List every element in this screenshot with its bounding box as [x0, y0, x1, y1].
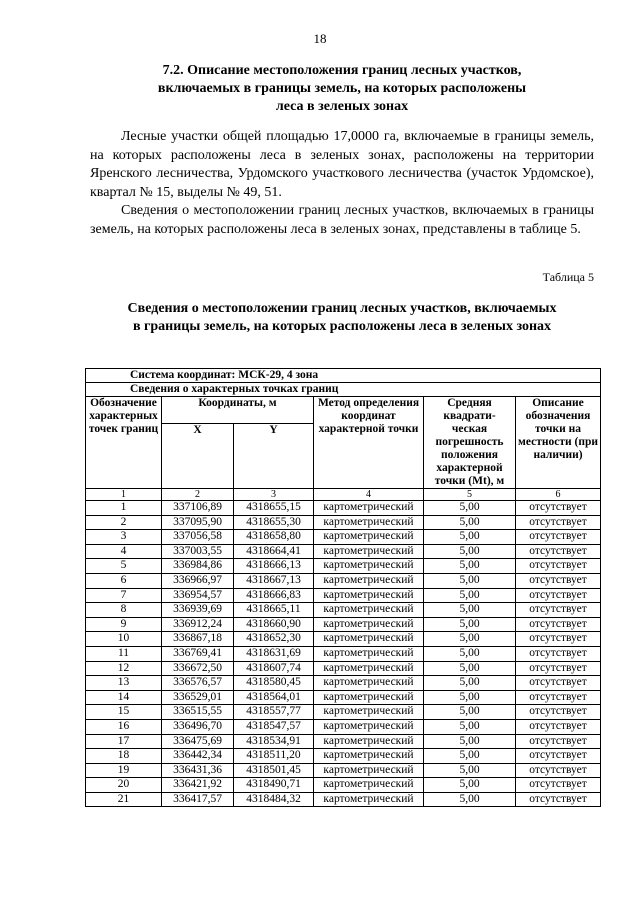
y-coordinate-cell: 4318631,69 — [234, 646, 314, 661]
x-coordinate-cell: 336529,01 — [162, 690, 234, 705]
table-row — [86, 778, 601, 793]
error-cell: 5,00 — [424, 588, 516, 603]
body-text — [90, 128, 594, 239]
x-coordinate-cell: 336515,55 — [162, 705, 234, 720]
description-cell: отсутствует — [516, 646, 601, 661]
y-coordinate-cell: 4318652,30 — [234, 632, 314, 647]
method-cell: картометрический — [314, 661, 424, 676]
error-cell: 5,00 — [424, 544, 516, 559]
table-row — [86, 763, 601, 778]
y-coordinate-cell: 4318607,74 — [234, 661, 314, 676]
error-cell: 5,00 — [424, 661, 516, 676]
paragraph-table-reference: Сведения о местоположении границ лесных участков, включаемых в границы земель, на которых расположены леса в зеленых зонах, представлены в таблице 5. — [90, 203, 594, 237]
paragraph-area-description: Лесные участки общей площадью 17,0000 га, включаемые в границы земель, на которых расположены леса в зеленых зонах, расположены на территории Яренского лесничества, Урдомского участкового лесничества (участок Урдомское), квартал № 15, выделы № 49, 51. — [90, 129, 594, 200]
header-error: Средняя квадрати- ческая погрешность положения характерной точки (Mt), м — [424, 397, 516, 489]
error-cell: 5,00 — [424, 690, 516, 705]
x-coordinate-cell: 336417,57 — [162, 792, 234, 807]
x-coordinate-cell: 336496,70 — [162, 719, 234, 734]
column-index: 5 — [424, 489, 516, 501]
y-coordinate-cell: 4318664,41 — [234, 544, 314, 559]
method-cell: картометрический — [314, 603, 424, 618]
description-cell: отсутствует — [516, 515, 601, 530]
error-cell: 5,00 — [424, 749, 516, 764]
error-cell: 5,00 — [424, 792, 516, 807]
x-coordinate-cell: 336576,57 — [162, 676, 234, 691]
y-coordinate-cell: 4318490,71 — [234, 778, 314, 793]
point-number-cell: 17 — [86, 734, 162, 749]
table-row — [86, 719, 601, 734]
error-cell: 5,00 — [424, 705, 516, 720]
point-number-cell: 8 — [86, 603, 162, 618]
point-number-cell: 1 — [86, 501, 162, 516]
y-coordinate-cell: 4318666,83 — [234, 588, 314, 603]
error-cell: 5,00 — [424, 501, 516, 516]
method-cell: картометрический — [314, 515, 424, 530]
y-coordinate-cell: 4318534,91 — [234, 734, 314, 749]
point-number-cell: 7 — [86, 588, 162, 603]
description-cell: отсутствует — [516, 588, 601, 603]
error-cell: 5,00 — [424, 530, 516, 545]
table-row — [86, 749, 601, 764]
table-row — [86, 632, 601, 647]
error-cell: 5,00 — [424, 763, 516, 778]
method-cell: картометрический — [314, 632, 424, 647]
table-title-line: в границы земель, на которых расположены леса в зеленых зонах — [132, 319, 552, 334]
y-coordinate-cell: 4318667,13 — [234, 573, 314, 588]
method-cell: картометрический — [314, 501, 424, 516]
header-point-designation: Обозначение характерных точек границ — [86, 397, 162, 489]
table-title-line: Сведения о местоположении границ лесных участков, включаемых — [127, 301, 557, 316]
point-number-cell: 13 — [86, 676, 162, 691]
method-cell: картометрический — [314, 617, 424, 632]
table-label: Таблица 5 — [542, 270, 594, 284]
table-body — [86, 501, 601, 807]
method-cell: картометрический — [314, 792, 424, 807]
y-coordinate-cell: 4318665,11 — [234, 603, 314, 618]
y-coordinate-cell: 4318547,57 — [234, 719, 314, 734]
description-cell: отсутствует — [516, 559, 601, 574]
table-row — [86, 617, 601, 632]
method-cell: картометрический — [314, 690, 424, 705]
error-cell: 5,00 — [424, 676, 516, 691]
description-cell: отсутствует — [516, 544, 601, 559]
y-coordinate-cell: 4318564,01 — [234, 690, 314, 705]
method-cell: картометрический — [314, 588, 424, 603]
y-coordinate-cell: 4318557,77 — [234, 705, 314, 720]
column-index: 6 — [516, 489, 601, 501]
error-cell: 5,00 — [424, 734, 516, 749]
y-coordinate-cell: 4318660,90 — [234, 617, 314, 632]
x-coordinate-cell: 336954,57 — [162, 588, 234, 603]
method-cell: картометрический — [314, 705, 424, 720]
description-cell: отсутствует — [516, 530, 601, 545]
error-cell: 5,00 — [424, 573, 516, 588]
header-x: X — [162, 424, 234, 489]
boundary-points-info-row: Сведения о характерных точках границ — [86, 383, 601, 397]
description-cell: отсутствует — [516, 763, 601, 778]
y-coordinate-cell: 4318655,15 — [234, 501, 314, 516]
error-cell: 5,00 — [424, 515, 516, 530]
table-row — [86, 515, 601, 530]
table-row — [86, 690, 601, 705]
y-coordinate-cell: 4318484,32 — [234, 792, 314, 807]
description-cell: отсутствует — [516, 632, 601, 647]
point-number-cell: 11 — [86, 646, 162, 661]
coordinates-table — [85, 368, 601, 807]
column-index: 2 — [162, 489, 234, 501]
x-coordinate-cell: 337106,89 — [162, 501, 234, 516]
point-number-cell: 14 — [86, 690, 162, 705]
table-row — [86, 705, 601, 720]
description-cell: отсутствует — [516, 617, 601, 632]
point-number-cell: 5 — [86, 559, 162, 574]
point-number-cell: 9 — [86, 617, 162, 632]
x-coordinate-cell: 336672,50 — [162, 661, 234, 676]
error-cell: 5,00 — [424, 778, 516, 793]
x-coordinate-cell: 336867,18 — [162, 632, 234, 647]
coordinate-system-row: Система координат: МСК-29, 4 зона — [86, 369, 601, 383]
y-coordinate-cell: 4318511,20 — [234, 749, 314, 764]
x-coordinate-cell: 336966,97 — [162, 573, 234, 588]
table-title — [92, 300, 592, 336]
point-number-cell: 12 — [86, 661, 162, 676]
table-row — [86, 661, 601, 676]
x-coordinate-cell: 336442,34 — [162, 749, 234, 764]
x-coordinate-cell: 336421,92 — [162, 778, 234, 793]
column-index-row — [86, 489, 601, 501]
table-row — [86, 530, 601, 545]
description-cell: отсутствует — [516, 573, 601, 588]
header-method: Метод определения координат характерной точки — [314, 397, 424, 489]
table-row — [86, 559, 601, 574]
point-number-cell: 4 — [86, 544, 162, 559]
point-number-cell: 10 — [86, 632, 162, 647]
column-index: 3 — [234, 489, 314, 501]
method-cell: картометрический — [314, 778, 424, 793]
header-coordinates: Координаты, м — [162, 397, 314, 424]
table-row — [86, 792, 601, 807]
method-cell: картометрический — [314, 734, 424, 749]
point-number-cell: 3 — [86, 530, 162, 545]
table-row — [86, 588, 601, 603]
x-coordinate-cell: 336939,69 — [162, 603, 234, 618]
table-row — [86, 603, 601, 618]
header-y: Y — [234, 424, 314, 489]
method-cell: картометрический — [314, 646, 424, 661]
description-cell: отсутствует — [516, 792, 601, 807]
table-row — [86, 573, 601, 588]
point-number-cell: 16 — [86, 719, 162, 734]
section-title-line: 7.2. Описание местоположения границ лесных участков, — [162, 63, 522, 78]
point-number-cell: 6 — [86, 573, 162, 588]
description-cell: отсутствует — [516, 705, 601, 720]
point-number-cell: 20 — [86, 778, 162, 793]
method-cell: картометрический — [314, 719, 424, 734]
y-coordinate-cell: 4318501,45 — [234, 763, 314, 778]
method-cell: картометрический — [314, 573, 424, 588]
y-coordinate-cell: 4318655,30 — [234, 515, 314, 530]
error-cell: 5,00 — [424, 617, 516, 632]
point-number-cell: 15 — [86, 705, 162, 720]
x-coordinate-cell: 336769,41 — [162, 646, 234, 661]
section-title-line: включаемых в границы земель, на которых расположены — [157, 81, 527, 96]
x-coordinate-cell: 336912,24 — [162, 617, 234, 632]
x-coordinate-cell: 337003,55 — [162, 544, 234, 559]
column-index: 4 — [314, 489, 424, 501]
table-row — [86, 676, 601, 691]
description-cell: отсутствует — [516, 690, 601, 705]
header-description: Описание обозначения точки на местности (при наличии) — [516, 397, 601, 489]
table-row — [86, 544, 601, 559]
y-coordinate-cell: 4318580,45 — [234, 676, 314, 691]
x-coordinate-cell: 336431,36 — [162, 763, 234, 778]
x-coordinate-cell: 336475,69 — [162, 734, 234, 749]
description-cell: отсутствует — [516, 501, 601, 516]
method-cell: картометрический — [314, 676, 424, 691]
column-index: 1 — [86, 489, 162, 501]
error-cell: 5,00 — [424, 559, 516, 574]
y-coordinate-cell: 4318658,80 — [234, 530, 314, 545]
description-cell: отсутствует — [516, 603, 601, 618]
point-number-cell: 18 — [86, 749, 162, 764]
table-row — [86, 734, 601, 749]
y-coordinate-cell: 4318666,13 — [234, 559, 314, 574]
method-cell: картометрический — [314, 763, 424, 778]
method-cell: картометрический — [314, 749, 424, 764]
description-cell: отсутствует — [516, 676, 601, 691]
description-cell: отсутствует — [516, 719, 601, 734]
section-title — [92, 62, 592, 116]
method-cell: картометрический — [314, 559, 424, 574]
page-number: 18 — [313, 31, 327, 46]
description-cell: отсутствует — [516, 778, 601, 793]
error-cell: 5,00 — [424, 603, 516, 618]
point-number-cell: 19 — [86, 763, 162, 778]
method-cell: картометрический — [314, 544, 424, 559]
method-cell: картометрический — [314, 530, 424, 545]
x-coordinate-cell: 337095,90 — [162, 515, 234, 530]
description-cell: отсутствует — [516, 661, 601, 676]
error-cell: 5,00 — [424, 719, 516, 734]
point-number-cell: 2 — [86, 515, 162, 530]
error-cell: 5,00 — [424, 646, 516, 661]
table-row — [86, 501, 601, 516]
x-coordinate-cell: 337056,58 — [162, 530, 234, 545]
point-number-cell: 21 — [86, 792, 162, 807]
section-title-line: леса в зеленых зонах — [275, 99, 409, 114]
table-row — [86, 646, 601, 661]
x-coordinate-cell: 336984,86 — [162, 559, 234, 574]
description-cell: отсутствует — [516, 749, 601, 764]
error-cell: 5,00 — [424, 632, 516, 647]
description-cell: отсутствует — [516, 734, 601, 749]
